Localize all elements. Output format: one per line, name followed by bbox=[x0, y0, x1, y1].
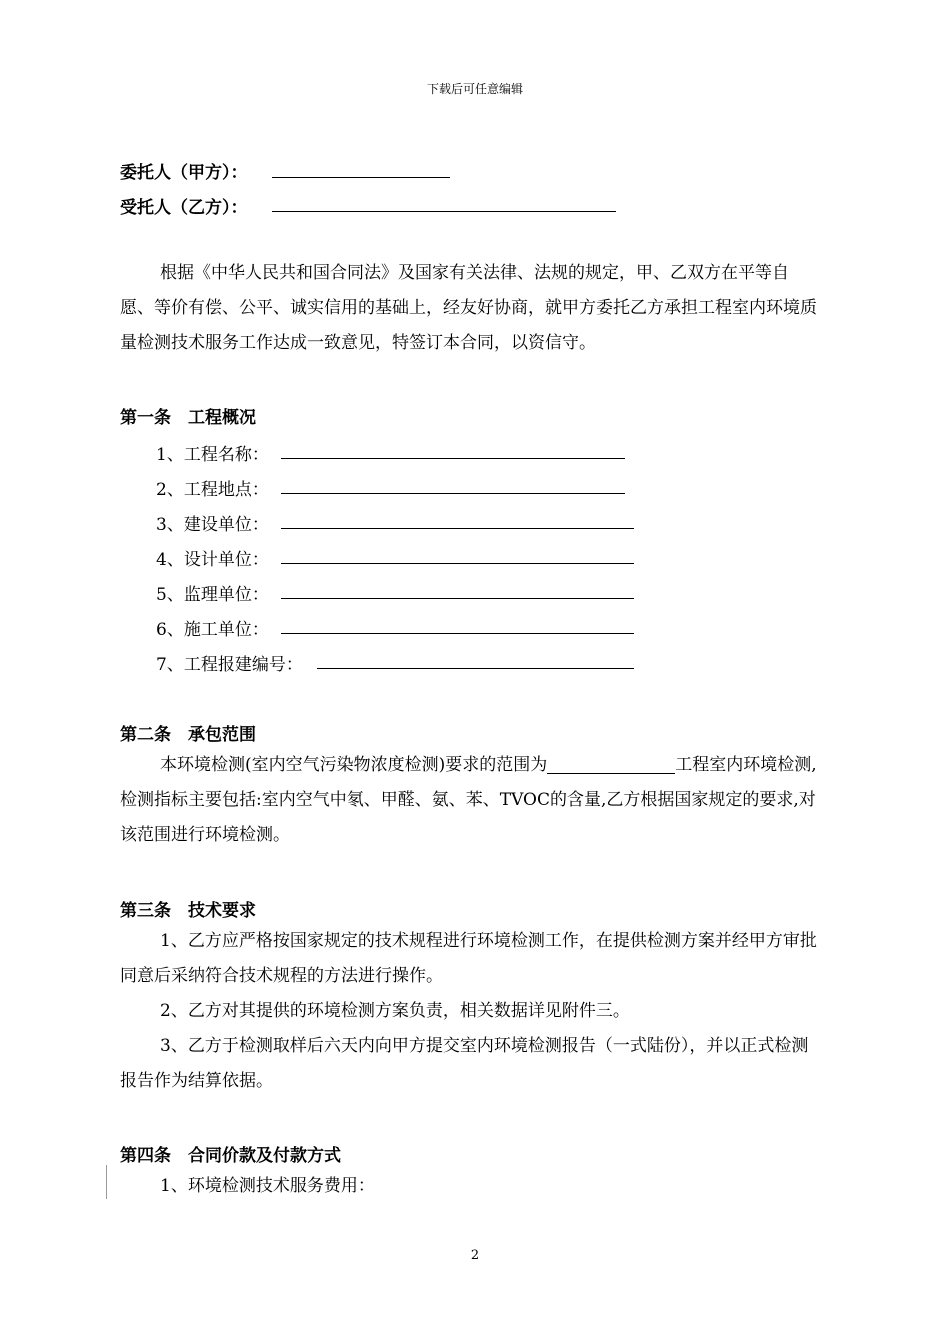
client-blank-line bbox=[272, 177, 450, 178]
tech-requirement-2: 2、乙方对其提供的环境检测方案负责，相关数据详见附件三。 bbox=[160, 1001, 630, 1021]
article2-title: 第二条 承包范围 bbox=[120, 725, 256, 745]
article4-title: 第四条 合同价款及付款方式 bbox=[120, 1146, 341, 1166]
contractor-party-label: 受托人（乙方）： bbox=[120, 198, 248, 218]
supervision-unit-blank bbox=[281, 598, 634, 599]
margin-mark bbox=[106, 1165, 107, 1199]
design-unit-blank bbox=[281, 563, 634, 564]
article3-title: 第三条 技术要求 bbox=[120, 901, 256, 921]
construction-unit-blank bbox=[281, 528, 634, 529]
design-unit-label: 4、设计单位： bbox=[156, 550, 269, 570]
project-name-label: 1、工程名称： bbox=[156, 445, 269, 465]
supervision-unit-label: 5、监理单位： bbox=[156, 585, 269, 605]
project-name-blank bbox=[281, 458, 625, 459]
project-location-label: 2、工程地点： bbox=[156, 480, 269, 500]
registration-number-blank bbox=[317, 668, 634, 669]
article1-title: 第一条 工程概况 bbox=[120, 408, 256, 428]
contractor-unit-label: 6、施工单位： bbox=[156, 620, 269, 640]
contractor-unit-blank bbox=[281, 633, 634, 634]
scope-project-blank bbox=[547, 755, 675, 774]
page-number: 2 bbox=[470, 1248, 480, 1263]
construction-unit-label: 3、建设单位： bbox=[156, 515, 269, 535]
project-location-blank bbox=[281, 493, 625, 494]
scope-text-before: 本环境检测(室内空气污染物浓度检测)要求的范围为 bbox=[160, 755, 548, 775]
client-party-label: 委托人（甲方）： bbox=[120, 163, 248, 183]
tech-requirement-3: 3、乙方于检测取样后六天内向甲方提交室内环境检测报告（一式陆份），并以正式检测报告作为结算依据。 bbox=[120, 1036, 809, 1091]
scope-paragraph bbox=[120, 748, 820, 853]
page-header: 下载后可任意编辑 bbox=[426, 82, 523, 96]
preamble-paragraph: 根据《中华人民共和国合同法》及国家有关法律、法规的规定，甲、乙双方在平等自愿、等价有偿、公平、诚实信用的基础上，经友好协商，就甲方委托乙方承担工程室内环境质量检测技术服务工作达成一致意见，特签订本合同，以资信守。 bbox=[120, 263, 817, 353]
scope-text-after: 工程室内环境检测,检测指标主要包括:室内空气中氡、甲醛、氨、苯、TVOC的含量,乙方根据国家规定的要求,对该范围进行环境检测。 bbox=[120, 755, 817, 845]
registration-number-label: 7、工程报建编号： bbox=[156, 655, 303, 675]
tech-requirement-1: 1、乙方应严格按国家规定的技术规程进行环境检测工作，在提供检测方案并经甲方审批同意后采纳符合技术规程的方法进行操作。 bbox=[120, 931, 817, 986]
contractor-blank-line bbox=[272, 211, 616, 212]
service-fee-item: 1、环境检测技术服务费用： bbox=[160, 1176, 375, 1196]
